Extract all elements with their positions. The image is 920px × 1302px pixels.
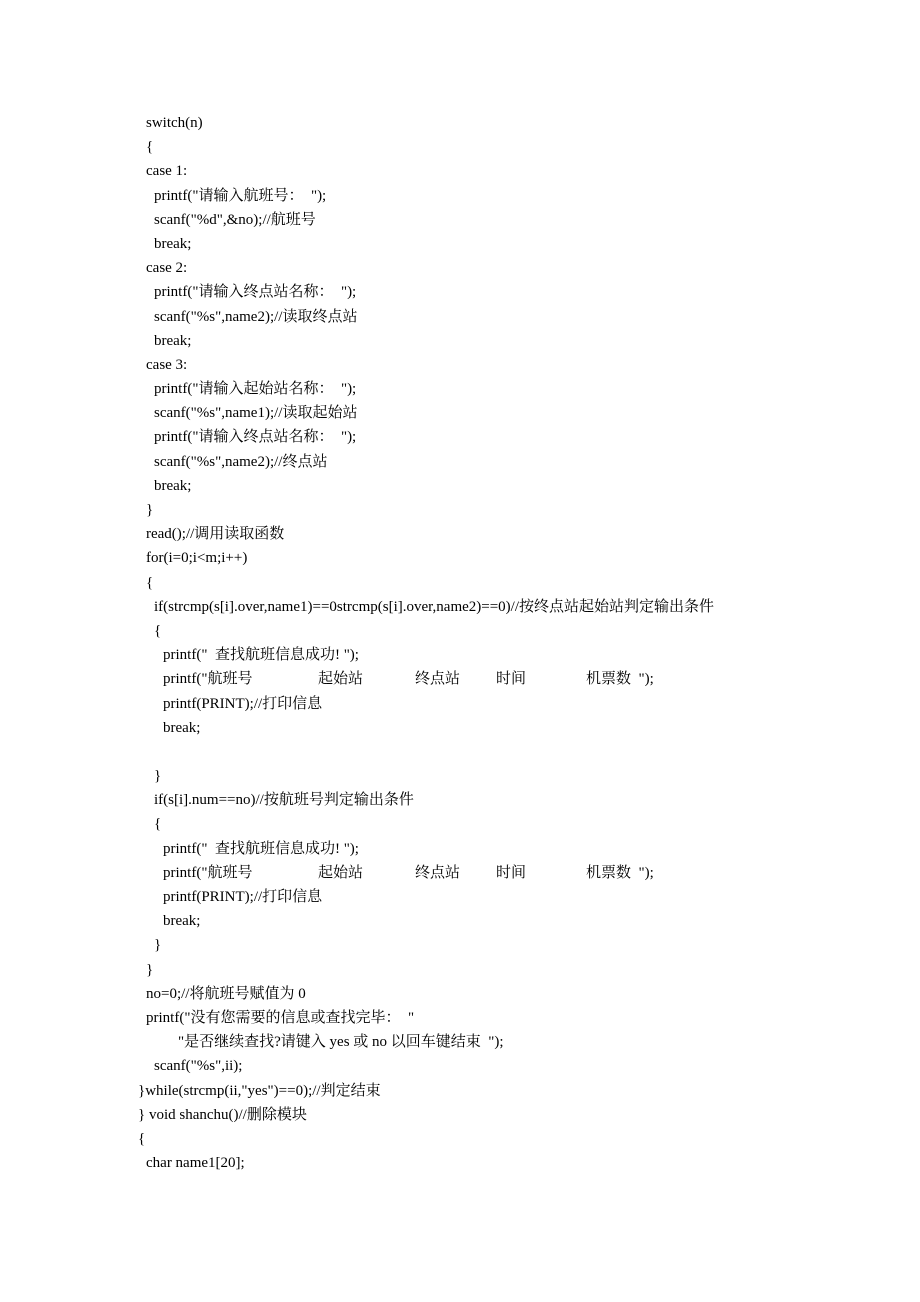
code-line-header-row	[0, 667, 920, 691]
code-line: break;	[154, 235, 192, 252]
code-line: printf(PRINT);//打印信息	[163, 695, 323, 712]
code-listing	[0, 111, 920, 1175]
code-line: {	[138, 1130, 146, 1147]
code-line: scanf("%s",name1);//读取起始站	[154, 405, 358, 422]
code-line: }while(strcmp(ii,"yes")==0);//判定结束	[138, 1082, 381, 1099]
code-line: if(strcmp(s[i].over,name1)==0strcmp(s[i].over,name2)==0)//按终点站起始站判定输出条件	[154, 598, 715, 615]
code-line: "是否继续查找?请键入 yes 或 no 以回车键结束 ");	[178, 1034, 504, 1051]
code-line: break;	[154, 477, 192, 494]
code-line: printf(" 查找航班信息成功! ");	[163, 840, 359, 857]
header-col-tickets: 机票数 ");	[586, 864, 654, 881]
code-line: for(i=0;i<m;i++)	[146, 550, 248, 567]
code-line: }	[146, 961, 154, 978]
code-line: switch(n)	[146, 115, 203, 131]
code-line: printf(" 查找航班信息成功! ");	[163, 647, 359, 664]
code-line: char name1[20];	[146, 1155, 245, 1172]
code-line: printf("请输入航班号： ");	[154, 187, 327, 204]
code-line: {	[146, 139, 154, 156]
header-col-start: 起始站	[318, 864, 364, 881]
code-line: break;	[154, 332, 192, 349]
header-col-end: 终点站	[415, 671, 461, 688]
code-line: {	[154, 816, 162, 833]
code-line-header-row	[0, 861, 920, 885]
header-prefix: printf("航班号	[163, 671, 253, 688]
code-line: {	[146, 574, 154, 591]
code-line: }	[154, 768, 162, 785]
code-line: scanf("%d",&no);//航班号	[154, 211, 316, 228]
header-col-time: 时间	[496, 671, 527, 688]
code-line: case 2:	[146, 260, 188, 277]
header-col-time: 时间	[496, 864, 527, 881]
code-line: printf("请输入起始站名称： ");	[154, 381, 357, 398]
code-line: printf("没有您需要的信息或查找完毕： "	[146, 1009, 415, 1026]
header-col-tickets: 机票数 ");	[586, 671, 654, 688]
code-line: break;	[163, 913, 201, 930]
code-line: read();//调用读取函数	[146, 526, 285, 543]
code-line: }	[154, 937, 162, 954]
code-line: if(s[i].num==no)//按航班号判定输出条件	[154, 792, 414, 809]
code-line: case 1:	[146, 163, 188, 180]
code-line: {	[154, 622, 162, 639]
blank-line	[0, 740, 920, 764]
header-col-end: 终点站	[415, 864, 461, 881]
header-col-start: 起始站	[318, 671, 364, 688]
code-line: no=0;//将航班号赋值为 0	[146, 985, 306, 1002]
code-line: printf(PRINT);//打印信息	[163, 889, 323, 905]
code-line: case 3:	[146, 356, 188, 373]
code-line: break;	[163, 719, 201, 736]
header-prefix: printf("航班号	[163, 864, 253, 881]
code-line: printf("请输入终点站名称： ");	[154, 429, 357, 446]
code-line: }	[146, 502, 154, 518]
code-line: scanf("%s",name2);//读取终点站	[154, 308, 358, 325]
code-line: printf("请输入终点站名称： ");	[154, 284, 357, 301]
code-line: } void shanchu()//删除模块	[138, 1106, 307, 1123]
code-line: scanf("%s",ii);	[154, 1058, 243, 1075]
code-line: scanf("%s",name2);//终点站	[154, 453, 328, 470]
